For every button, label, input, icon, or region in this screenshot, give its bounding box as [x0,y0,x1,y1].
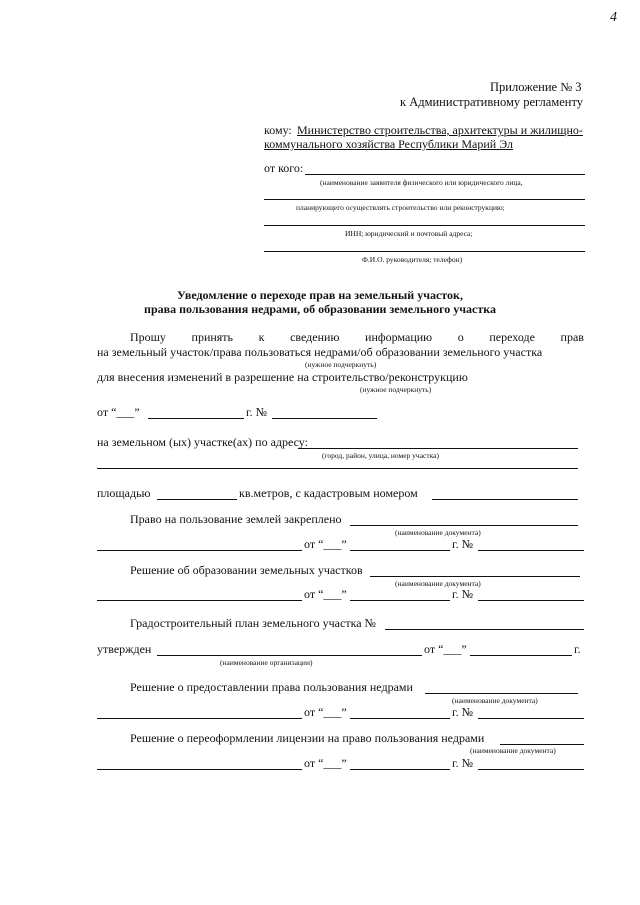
area-unit-cadastral: кв.метров, с кадастровым номером [239,486,418,500]
sender-line-2 [264,199,585,200]
sender-line-1 [305,174,585,175]
land-right-doc-hint: (наименование документа) [395,528,481,537]
area-label: площадью [97,486,151,500]
request-word: сведению [290,330,340,344]
formation-number-line [478,600,584,601]
sender-hint-1: (наименование заявителя физического или юридического лица, [320,178,523,187]
formation-doc-line [97,600,302,601]
formation-month-line [350,600,450,601]
document-title-line-1: Уведомление о переходе прав на земельный участок, [177,288,463,302]
addressee-label: кому: [264,123,292,137]
approved-org-line [157,655,422,656]
license-year-no: г. № [452,756,474,770]
license-doc-hint: (наименование документа) [470,746,556,755]
request-word: о [457,330,464,344]
sender-line-3 [264,225,585,226]
sender-hint-4: Ф.И.О. руководителя; телефон) [362,255,463,264]
document-title-line-2: права пользования недрами, об образовании земельного участка [144,302,496,316]
regulation-reference: к Административному регламенту [400,95,584,109]
approved-label: утвержден [97,642,152,656]
land-right-number-line [478,550,584,551]
appendix-number: Приложение № 3 [490,80,582,94]
subsoil-month-line [350,718,450,719]
strike-hint-2: (нужное подчеркнуть) [360,385,432,394]
subsoil-date: от “___” [304,705,347,719]
address-line-1 [298,448,578,449]
approved-date: от “___” [424,642,467,656]
request-word: к [258,330,265,344]
land-right-doc-line [97,550,302,551]
sender-label: от кого: [264,161,304,175]
license-label: Решение о переоформлении лицензии на право пользования недрами [130,731,485,745]
formation-doc-hint: (наименование документа) [395,579,481,588]
subsoil-label: Решение о предоставлении права пользования недрами [130,680,413,694]
license-month-line [350,769,450,770]
address-line-2 [97,468,578,469]
formation-date: от “___” [304,587,347,601]
request-word: информацию [365,330,433,344]
addressee-line-2: коммунального хозяйства Республики Марий Эл [264,137,513,151]
permit-month-line [148,418,244,419]
license-number-line [478,769,584,770]
formation-label: Решение об образовании земельных участков [130,563,363,577]
approved-month-line [470,655,572,656]
address-hint: (город, район, улица, номер участка) [322,451,439,460]
subsoil-number-line [478,718,584,719]
org-hint: (наименование организации) [220,658,313,667]
subsoil-line [425,693,578,694]
sender-hint-2: планирующего осуществлять строительство или реконструкцию; [296,203,505,212]
request-line-3: для внесения изменений в разрешение на строительство/реконструкцию [97,370,468,384]
address-label: на земельном (ых) участке(ах) по адресу: [97,435,308,449]
request-word: прав [560,330,584,344]
land-right-month-line [350,550,450,551]
sender-line-4 [264,251,585,252]
license-date: от “___” [304,756,347,770]
subsoil-year-no: г. № [452,705,474,719]
land-right-label: Право на пользование землей закреплено [130,512,342,526]
area-value-line [157,499,237,500]
subsoil-doc-hint: (наименование документа) [452,696,538,705]
land-right-date: от “___” [304,537,347,551]
formation-line [370,576,580,577]
permit-number-line [272,418,377,419]
sender-hint-3: ИНН; юридический и почтовый адреса; [345,229,473,238]
subsoil-doc-line [97,718,302,719]
land-right-line [350,525,578,526]
gradplan-label: Градостроительный план земельного участка № [130,616,376,630]
permit-date-prefix: от “___” [97,405,140,419]
request-word: принять [191,330,234,344]
gradplan-number-line [385,629,584,630]
land-right-year-no: г. № [452,537,474,551]
strike-hint-1: (нужное подчеркнуть) [305,360,377,369]
request-word: переходе [489,330,535,344]
license-doc-line [97,769,302,770]
page-number-mark: 4 [610,10,617,25]
approved-year: г. [574,642,581,656]
permit-year-no: г. № [246,405,268,419]
cadastral-number-line [432,499,578,500]
license-line [500,744,584,745]
formation-year-no: г. № [452,587,474,601]
request-word: Прошу [130,330,166,344]
request-line-2: на земельный участок/права пользоваться недрами/об образовании земельного участка [97,345,543,359]
request-line-1 [130,331,584,344]
addressee-line-1: Министерство строительства, архитектуры и жилищно- [297,123,583,137]
